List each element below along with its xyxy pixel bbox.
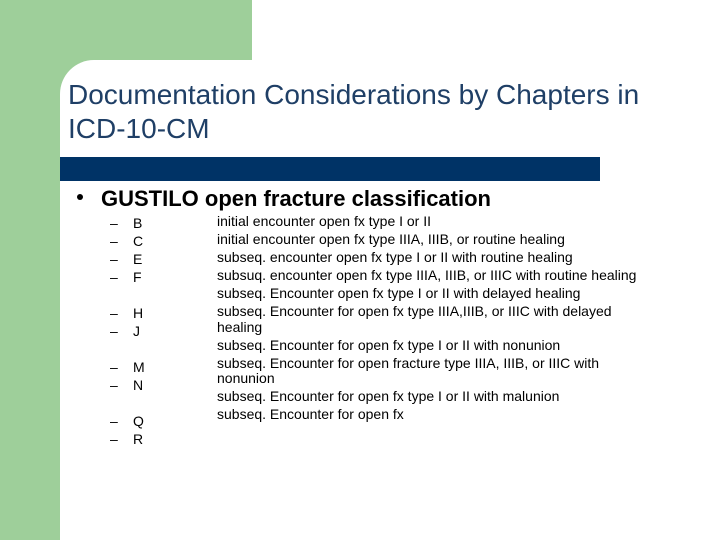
description-item: subseq. Encounter for open fx type IIIA,IIIB, or IIIC with delayed healing xyxy=(217,303,612,335)
dash-icon: – xyxy=(110,233,118,249)
description-item: subseq. Encounter for open fx type I or II with nonunion xyxy=(217,336,561,353)
dash-icon: – xyxy=(110,269,118,285)
code-label: Q xyxy=(133,413,144,429)
code-label: M xyxy=(133,359,145,375)
dash-icon: – xyxy=(110,215,118,231)
title-underline-bar xyxy=(60,157,600,181)
code-label: C xyxy=(133,233,144,249)
description-item: subseq. Encounter for open fx type I or II with malunion xyxy=(217,388,560,404)
slide-title: Documentation Considerations by Chapters in ICD-10-CM xyxy=(68,79,640,144)
code-row xyxy=(110,358,170,376)
dash-icon: – xyxy=(110,377,118,393)
code-label: H xyxy=(133,305,144,321)
code-row xyxy=(110,214,170,232)
code-row xyxy=(110,376,170,394)
code-label: N xyxy=(133,377,144,393)
dash-icon: – xyxy=(110,359,118,375)
code-label: F xyxy=(133,269,142,285)
description-item: subseq. encounter open fx type I or II with routine healing xyxy=(217,249,573,265)
dash-icon: – xyxy=(110,251,118,267)
description-item: initial encounter open fx type IIIA, IIIB, or routine healing xyxy=(217,231,565,247)
description-item: subseq. Encounter open fx type I or II with delayed healing xyxy=(217,285,581,301)
dash-icon: – xyxy=(110,323,118,339)
code-label: J xyxy=(133,323,140,339)
code-row xyxy=(110,250,170,268)
code-row xyxy=(110,304,170,322)
code-row xyxy=(110,430,170,448)
code-row xyxy=(110,232,170,250)
code-list xyxy=(110,214,170,448)
description-item: subsuq. encounter open fx type IIIA, IIIB, or IIIC with routine healing xyxy=(217,267,637,283)
code-label: R xyxy=(133,431,144,447)
description-item: subseq. Encounter for open fracture type IIIA, IIIB, or IIIC with nonunion xyxy=(217,354,600,386)
bullet-heading: GUSTILO open fracture classification xyxy=(101,186,491,211)
code-row xyxy=(110,412,170,430)
dash-icon: – xyxy=(110,431,118,447)
code-label: E xyxy=(133,251,143,267)
background-green-strip xyxy=(0,0,60,540)
bullet-icon xyxy=(77,194,83,200)
description-item: subseq. Encounter for open fx xyxy=(217,406,404,422)
dash-icon: – xyxy=(110,413,118,429)
code-row xyxy=(110,322,170,340)
dash-icon: – xyxy=(110,305,118,321)
code-label: B xyxy=(133,215,143,231)
code-row xyxy=(110,268,170,286)
description-list xyxy=(217,214,647,425)
description-item: initial encounter open fx type I or II xyxy=(217,213,432,229)
